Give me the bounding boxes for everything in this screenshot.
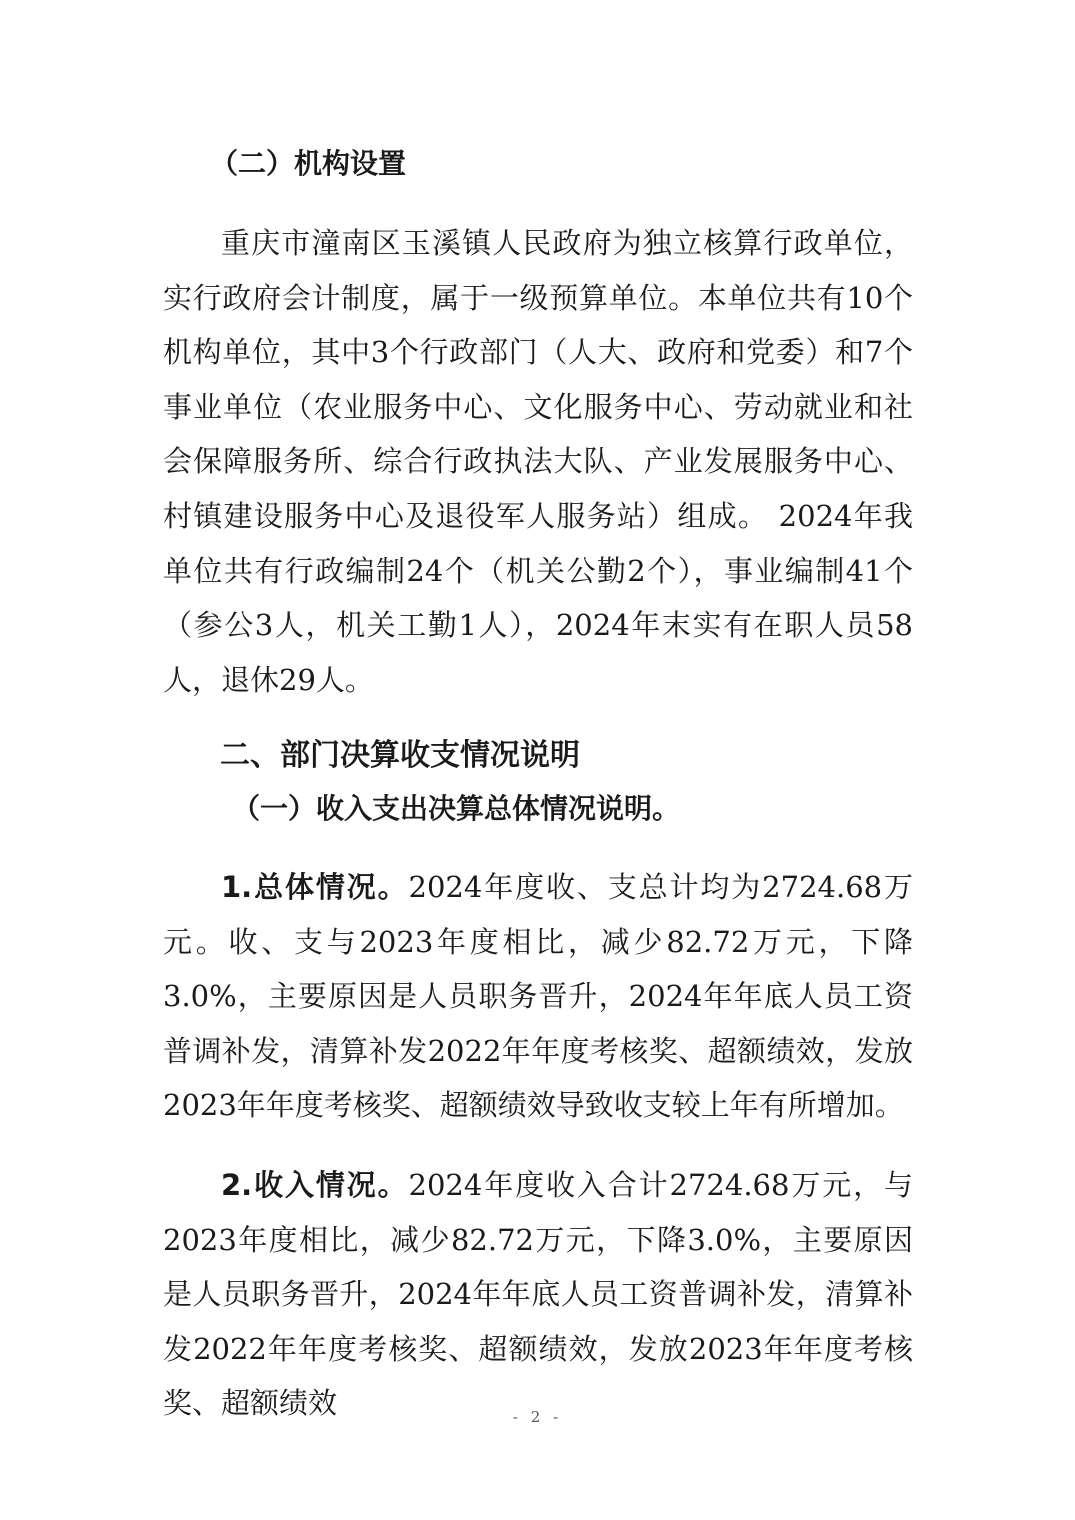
page-number: - 2 - [512, 1408, 563, 1426]
paragraph-overall [163, 860, 913, 1133]
paragraph-overall-text: 2024年度收、支总计均为2724.68万元。收、支与2023年度相比，减少82.72万元，下降3.0%，主要原因是人员职务晋升，2024年年底人员工资普调补发，清算补发2022年年度考核奖、超额绩效，发放2023年年度考核奖、超额绩效导致收支较上年有所增加。 [163, 870, 913, 1123]
paragraph-income [163, 1158, 913, 1431]
section-heading-budget: 二、部门决算收支情况说明 [220, 738, 580, 773]
subsection-heading-income-expense: （一）收入支出决算总体情况说明。 [232, 792, 681, 825]
paragraph-overall-lead: 1.总体情况。 [221, 870, 409, 904]
paragraph-org-setup: 重庆市潼南区玉溪镇人民政府为独立核算行政单位，实行政府会计制度，属于一级预算单位。本单位共有10个机构单位，其中3个行政部门（人大、政府和党委）和7个事业单位（农业服务中心、文化服务中心、劳动就业和社会保障服务所、综合行政执法大队、产业发展服务中心、村镇建设服务中心及退役军人服务站）组成。 2024年我单位共有行政编制24个（机关公勤2个），事业编制41个（参公3人，机关工勤1人），2024年末实有在职人员58人，退休29人。 [163, 226, 913, 697]
paragraph-income-lead: 2.收入情况。 [221, 1168, 409, 1202]
section-heading-org-setup: （二）机构设置 [210, 147, 407, 180]
paragraph-income-text: 2024年度收入合计2724.68万元，与2023年度相比，减少82.72万元，下降3.0%，主要原因是人员职务晋升，2024年年底人员工资普调补发，清算补发2022年年度考核奖、超额绩效，发放2023年年度考核奖、超额绩效 [163, 1168, 913, 1421]
